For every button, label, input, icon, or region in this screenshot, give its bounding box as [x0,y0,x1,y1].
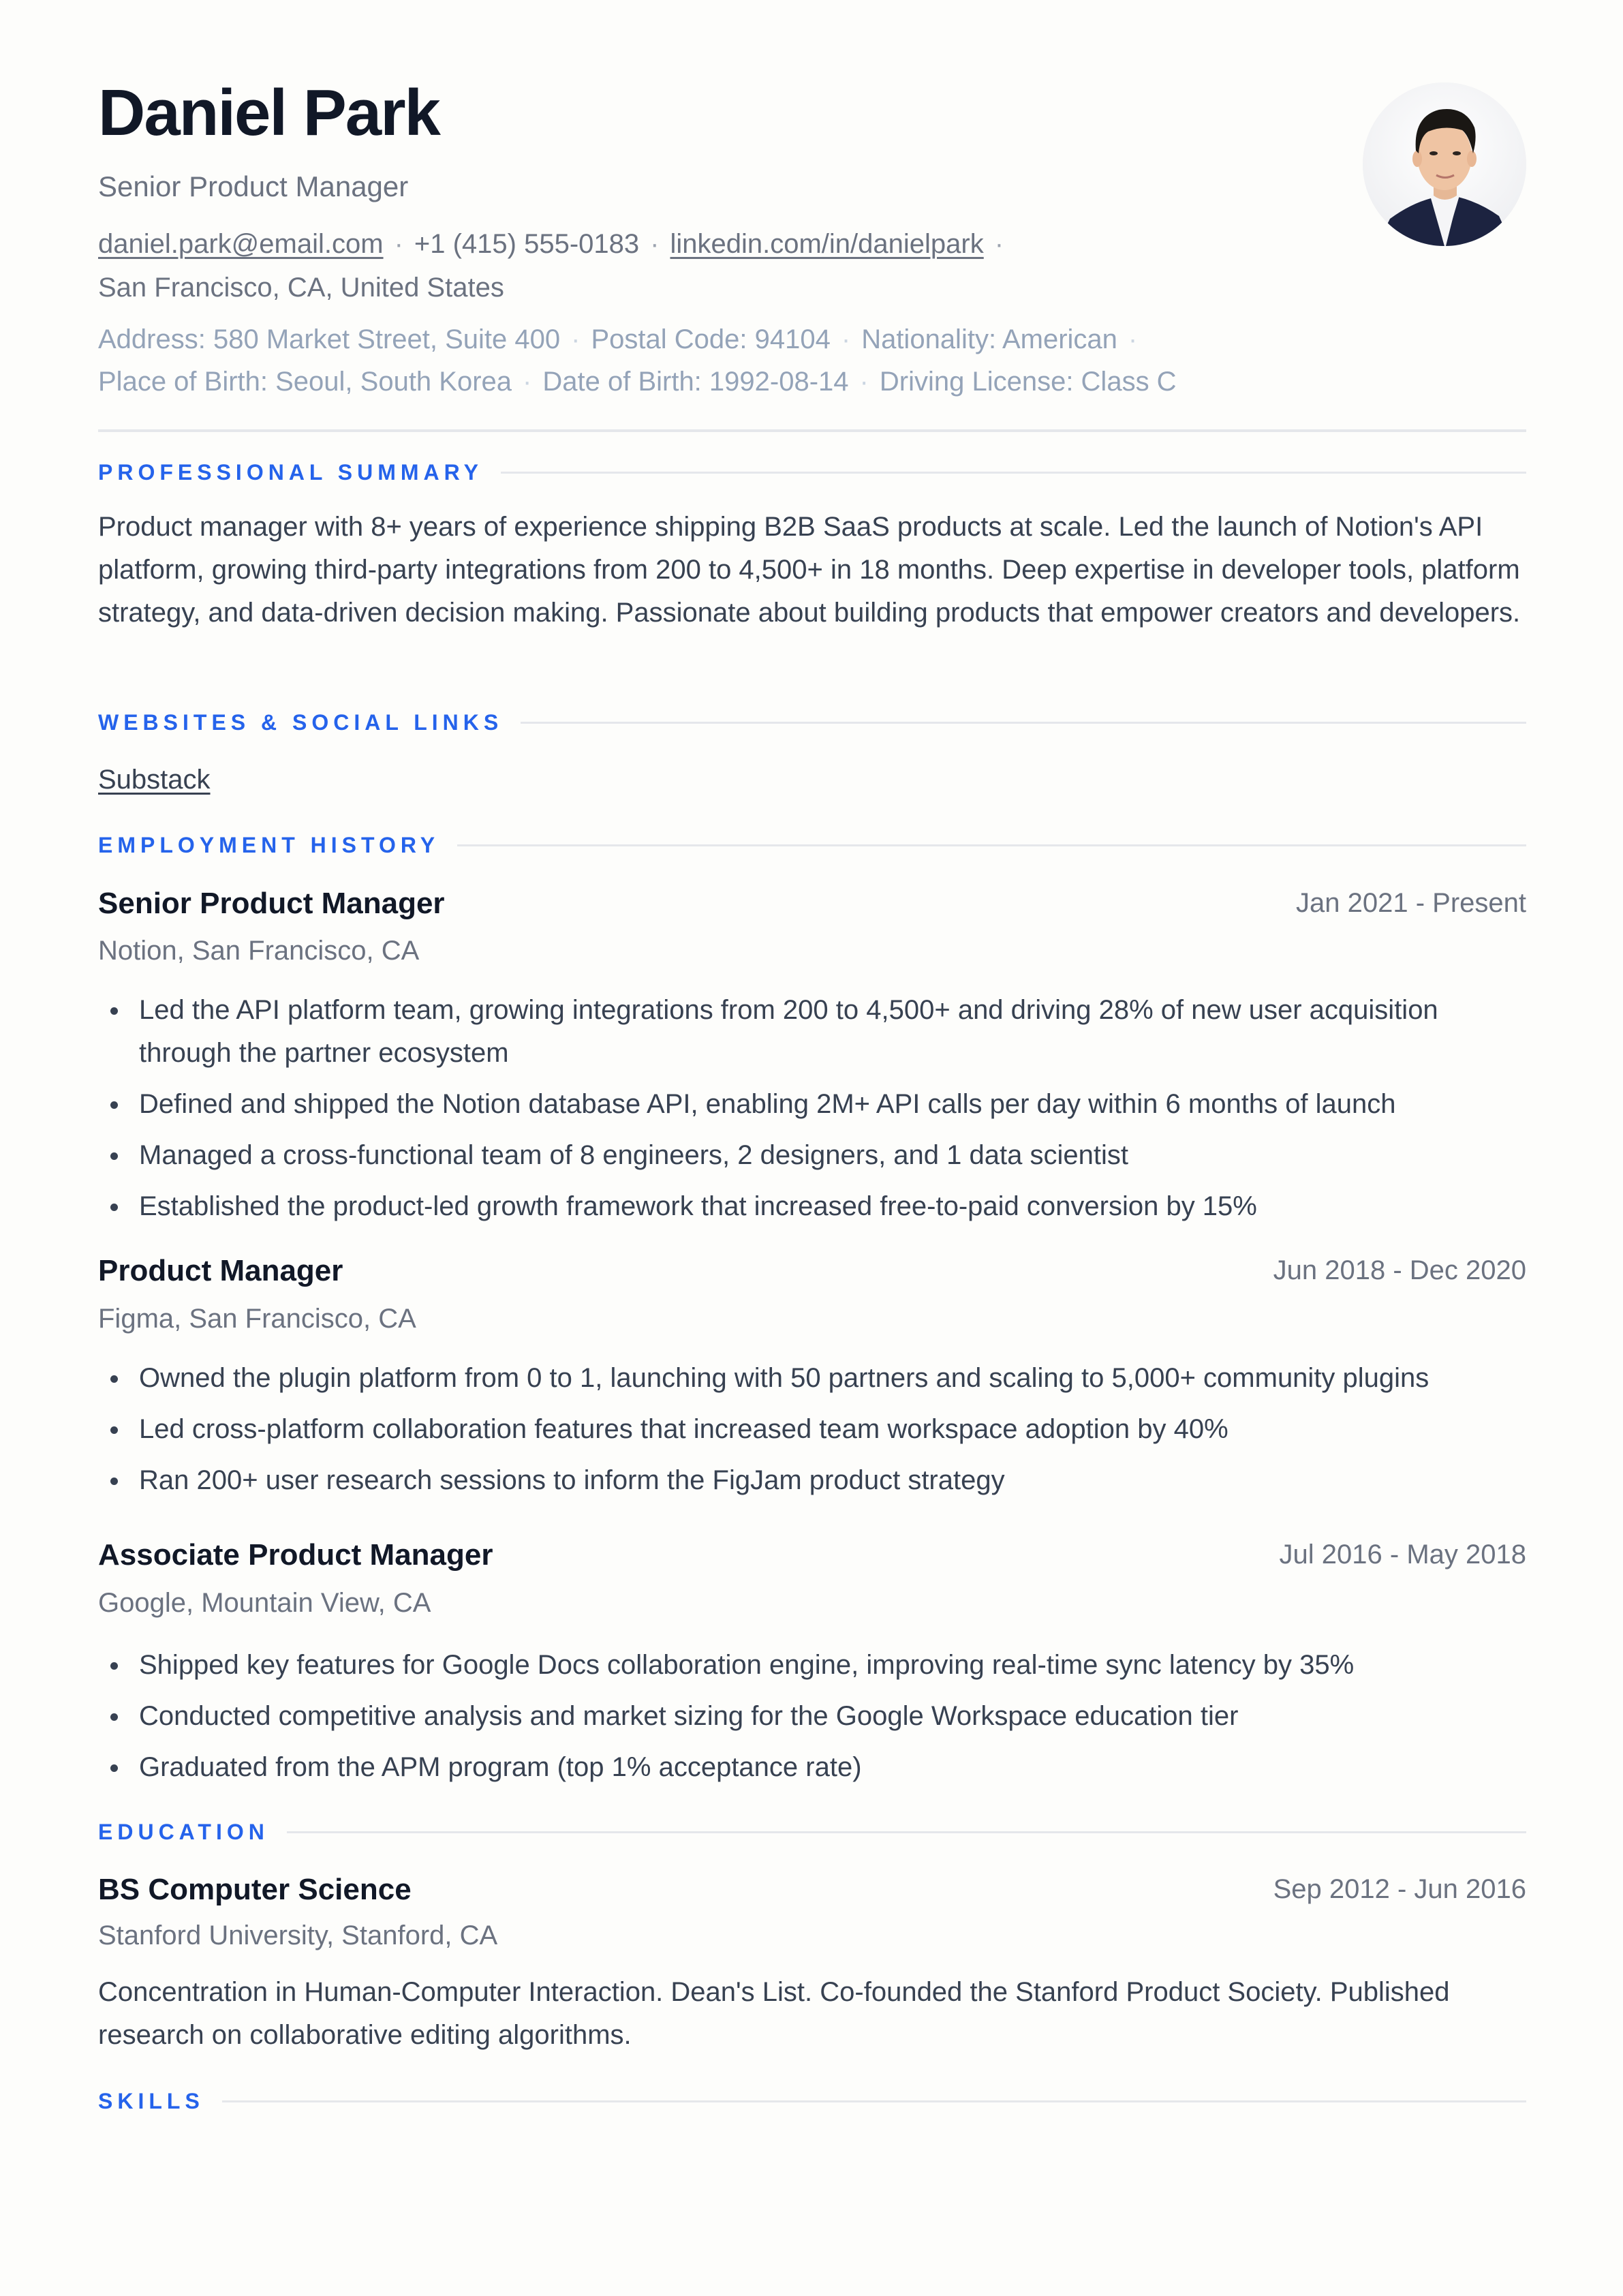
section-heading-employment [98,831,1526,859]
separator-dot: · [571,324,581,354]
job-company: Figma, San Francisco, CA [98,1304,416,1334]
personal-details-row-1 [98,324,1148,355]
job-company: Notion, San Francisco, CA [98,936,420,966]
summary-text: Product manager with 8+ years of experience shipping B2B SaaS products at scale. Led the launch of Notion's API platform, growing third-party integrations from 200 to 4,500+ in 18 months. Deep expertise in developer tools, platform strategy, and data-driven decision making. Passionate about building products that empower creators and developers. [98,512,1521,628]
list-item: Led the API platform team, growing integrations from 200 to 4,500+ and driving 28% of new user acquisition through the partner ecosystem [98,989,1526,1075]
separator-dot: · [394,229,403,259]
contact-line [98,229,1015,260]
education-dates: Sep 2012 - Jun 2016 [1273,1874,1526,1904]
section-title: PROFESSIONAL SUMMARY [98,459,483,485]
place-of-birth: Place of Birth: Seoul, South Korea [98,367,512,397]
driving-license: Driving License: Class C [879,367,1177,397]
school-name: Stanford University, Stanford, CA [98,1920,498,1950]
section-rule [521,722,1526,724]
job-dates: Jul 2016 - May 2018 [1279,1540,1526,1570]
list-item: Managed a cross-functional team of 8 engineers, 2 designers, and 1 data scientist [98,1134,1526,1177]
portrait-icon [1363,82,1526,246]
section-rule [287,1831,1526,1833]
section-heading-links [98,709,1526,736]
list-item: Conducted competitive analysis and market sizing for the Google Workspace education tier [98,1695,1526,1738]
section-heading-education [98,1818,1526,1846]
section-rule [222,2100,1526,2102]
section-title: WEBSITES & SOCIAL LINKS [98,709,504,735]
list-item: Established the product-led growth framework that increased free-to-paid conversion by 15% [98,1185,1526,1228]
job-bullets [98,1357,1526,1510]
separator-dot: · [650,229,660,259]
section-heading-skills [98,2087,1526,2115]
substack-link[interactable]: Substack [98,765,211,795]
section-heading-summary [98,459,1526,486]
job-bullets [98,989,1526,1236]
email-link[interactable]: daniel.park@email.com [98,229,384,259]
separator-dot: · [859,367,869,397]
header-divider [98,429,1526,432]
job-dates: Jan 2021 - Present [1296,888,1526,918]
job-company: Google, Mountain View, CA [98,1588,431,1618]
address: Address: 580 Market Street, Suite 400 [98,324,561,354]
nationality: Nationality: American [861,324,1117,354]
list-item: Owned the plugin platform from 0 to 1, launching with 50 partners and scaling to 5,000+ community plugins [98,1357,1526,1400]
list-item: Defined and shipped the Notion database API, enabling 2M+ API calls per day within 6 months of launch [98,1083,1526,1126]
date-of-birth: Date of Birth: 1992-08-14 [542,367,849,397]
list-item: Ran 200+ user research sessions to inform the FigJam product strategy [98,1459,1526,1502]
section-title: SKILLS [98,2088,204,2113]
list-item: Graduated from the APM program (top 1% acceptance rate) [98,1746,1526,1789]
separator-dot: · [1128,324,1138,354]
section-title: EMPLOYMENT HISTORY [98,832,440,857]
separator-dot: · [994,229,1004,259]
section-title: EDUCATION [98,1819,269,1844]
education-description: Concentration in Human-Computer Interaction. Dean's List. Co-founded the Stanford Product Society. Published research on collaborative editing algorithms. [98,1977,1450,2050]
list-item: Shipped key features for Google Docs collaboration engine, improving real-time sync latency by 35% [98,1644,1526,1687]
separator-dot: · [523,367,532,397]
location: San Francisco, CA, United States [98,273,504,303]
list-item: Led cross-platform collaboration features that increased team workspace adoption by 40% [98,1408,1526,1451]
job-title: Associate Product Manager [98,1538,493,1572]
job-bullets [98,1644,1526,1797]
phone-number: +1 (415) 555-0183 [414,229,640,259]
job-title: Senior Product Manager [98,887,445,920]
job-title: Product Manager [98,1254,343,1287]
linkedin-link[interactable]: linkedin.com/in/danielpark [670,229,984,259]
personal-details-row-2 [98,367,1177,397]
candidate-name: Daniel Park [98,76,439,149]
section-rule [457,844,1526,846]
postal-code: Postal Code: 94104 [591,324,831,354]
profile-photo [1363,82,1526,246]
job-dates: Jun 2018 - Dec 2020 [1273,1255,1526,1285]
degree-title: BS Computer Science [98,1873,412,1906]
section-rule [501,472,1526,474]
candidate-title: Senior Product Manager [98,170,409,202]
separator-dot: · [841,324,851,354]
